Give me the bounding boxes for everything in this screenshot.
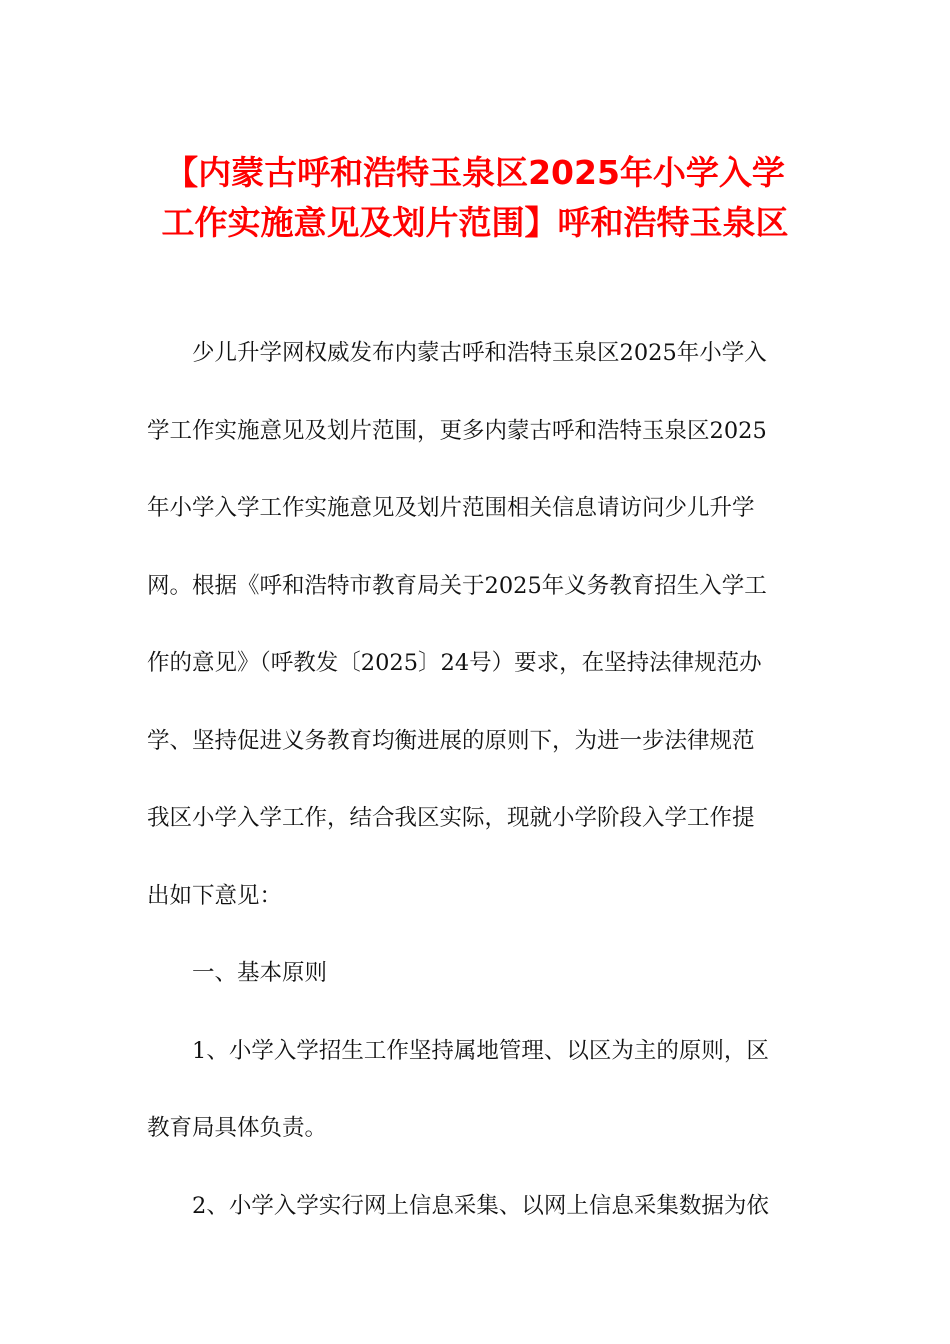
paragraph-intro-line-8: 出如下意见： bbox=[147, 882, 283, 909]
title-line-1: 【内蒙古呼和浩特玉泉区2025年小学入学 bbox=[165, 153, 785, 192]
paragraph-intro-line-5: 作的意见》（呼教发〔2025〕24号）要求，在坚持法律规范办 bbox=[147, 650, 762, 676]
document-body bbox=[147, 334, 803, 1264]
paragraph-intro-line-4: 网。根据《呼和浩特市教育局关于2025年义务教育招生入学工 bbox=[147, 572, 767, 599]
title-line-2: 工作实施意见及划片范围】呼和浩特玉泉区 bbox=[161, 203, 789, 242]
paragraph-intro-line-1: 少儿升学网权威发布内蒙古呼和浩特玉泉区2025年小学入 bbox=[192, 340, 767, 366]
paragraph-intro-line-3: 年小学入学工作实施意见及划片范围相关信息请访问少儿升学 bbox=[147, 495, 755, 521]
item-1-line-1: 1、小学入学招生工作坚持属地管理、以区为主的原则，区 bbox=[192, 1037, 769, 1064]
item-1-line-2: 教育局具体负责。 bbox=[147, 1115, 328, 1141]
document-title bbox=[120, 148, 830, 248]
paragraph-intro-line-6: 学、坚持促进义务教育均衡进展的原则下，为进一步法律规范 bbox=[147, 727, 755, 754]
paragraph-intro-line-2: 学工作实施意见及划片范围，更多内蒙古呼和浩特玉泉区2025 bbox=[147, 417, 767, 444]
section-heading-basic-principles: 一、基本原则 bbox=[192, 960, 328, 986]
item-2-line-1: 2、小学入学实行网上信息采集、以网上信息采集数据为依 bbox=[192, 1192, 769, 1219]
paragraph-intro-line-7: 我区小学入学工作，结合我区实际，现就小学阶段入学工作提 bbox=[147, 805, 755, 831]
